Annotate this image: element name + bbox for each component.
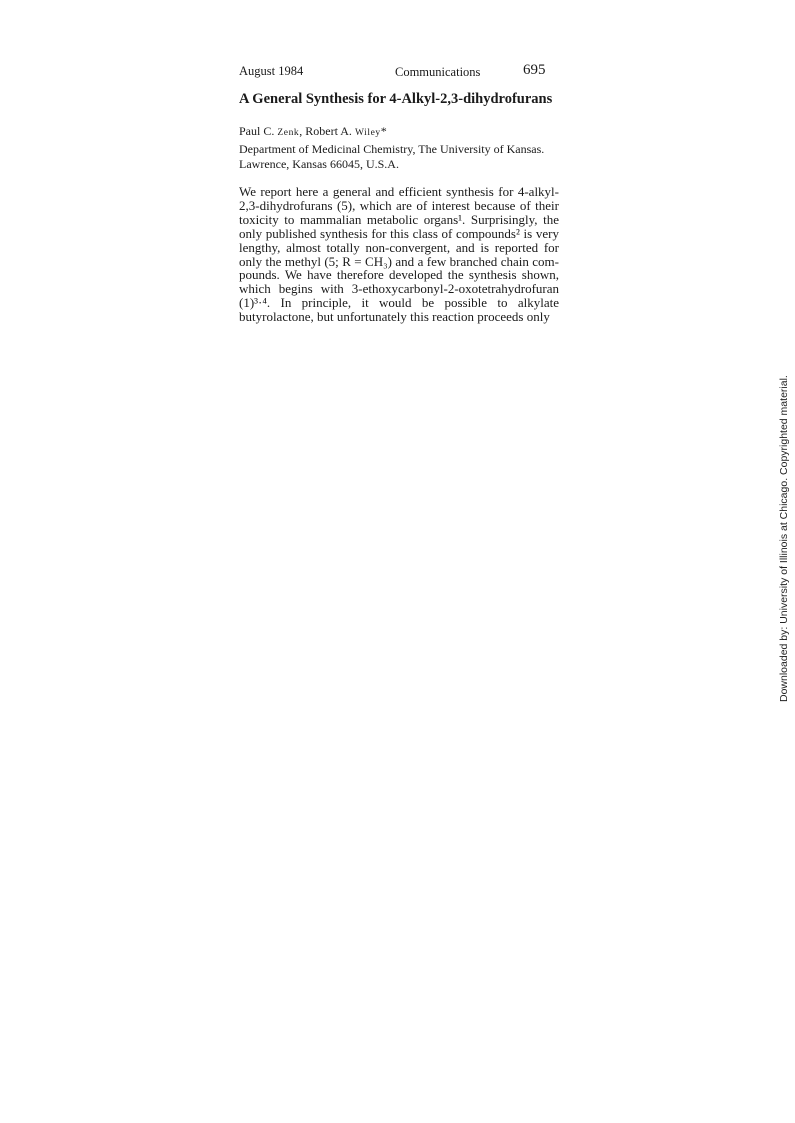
body-line: (1)³·⁴. In principle, it would be possible to alkylate	[239, 295, 559, 311]
download-notice-text: Downloaded by: University of Illinois at Chicago. Copyrighted material.	[778, 375, 790, 702]
issue-date: August 1984	[239, 64, 304, 78]
affiliation-line: Lawrence, Kansas 66045, U.S.A.	[239, 157, 399, 171]
affiliation	[239, 142, 559, 172]
section-name: Communications	[395, 65, 481, 79]
body-paragraph	[239, 185, 559, 324]
page-number: 695	[523, 62, 546, 78]
affiliation-line: Department of Medicinal Chemistry, The University of Kansas.	[239, 142, 545, 156]
author-2-surname: Wiley	[354, 128, 381, 138]
body-line: 2,3-dihydrofurans (5), which are of interest because of their	[239, 197, 559, 213]
body-line: butyrolactone, but unfortunately this reaction proceeds only	[239, 309, 550, 325]
author-1-surname: Zenk	[277, 128, 300, 138]
body-line: pounds. We have therefore developed the synthesis shown,	[239, 267, 559, 283]
body-line: only the methyl (5; R = CH₃) and a few branched chain com-	[239, 253, 559, 269]
author-line	[239, 124, 387, 139]
running-head	[239, 62, 559, 82]
body-line: only published synthesis for this class of compounds² is very	[239, 225, 559, 241]
author-1-first-name: Paul C.	[239, 124, 278, 138]
author-separator: , Robert A.	[299, 124, 355, 138]
article-title: A General Synthesis for 4-Alkyl-2,3-dihydrofurans	[239, 91, 553, 107]
corresponding-author-mark: *	[380, 124, 387, 138]
download-notice	[778, 375, 792, 702]
body-line: which begins with 3-ethoxycarbonyl-2-oxotetrahydrofuran	[239, 281, 559, 297]
body-line: lengthy, almost totally non-convergent, and is reported for	[239, 239, 559, 255]
body-line: We report here a general and efficient synthesis for 4-alkyl-	[239, 184, 559, 199]
body-line: toxicity to mammalian metabolic organs¹. Surprisingly, the	[239, 211, 559, 227]
